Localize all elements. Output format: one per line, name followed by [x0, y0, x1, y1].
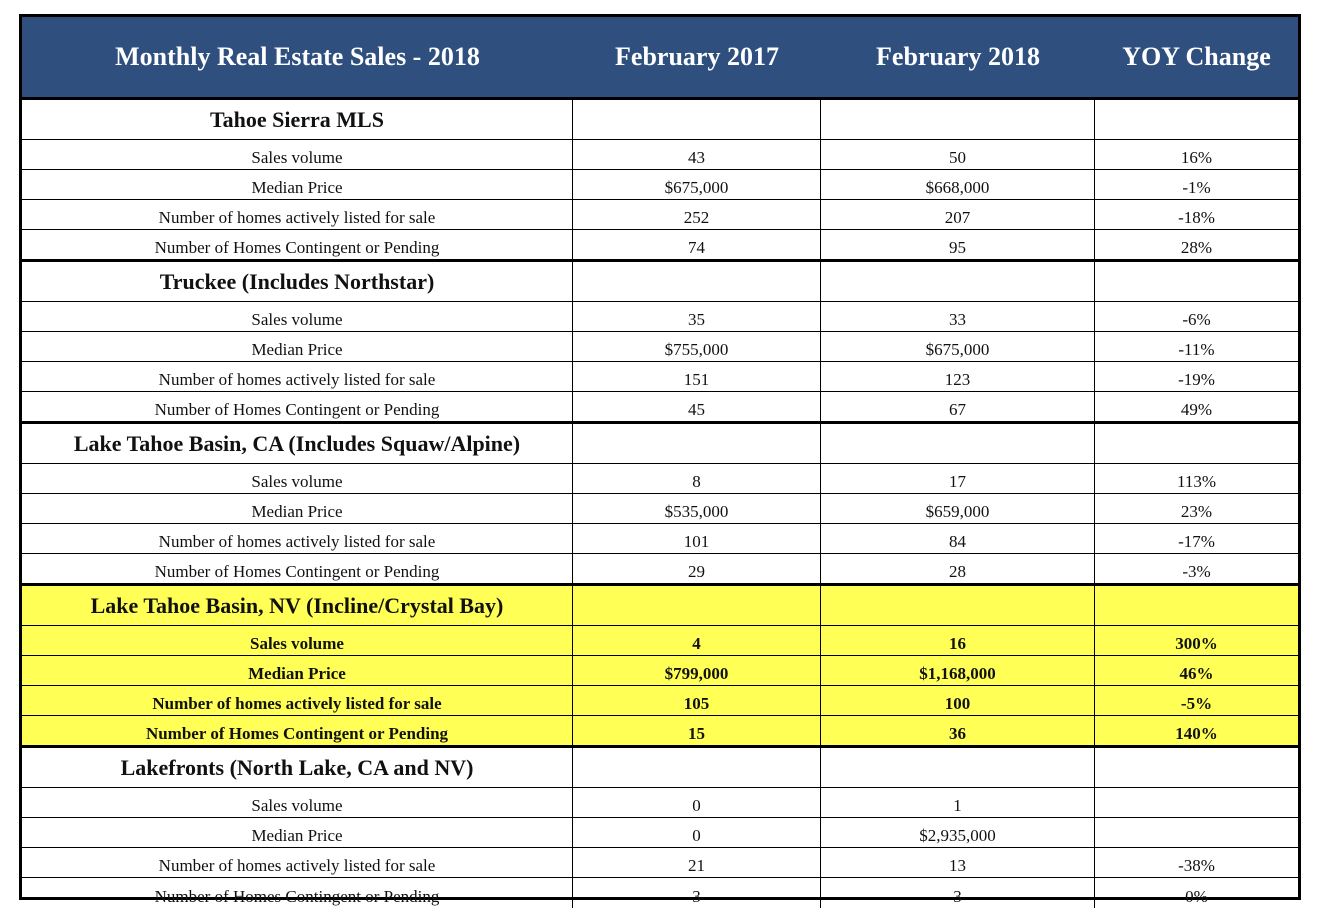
- value-feb-2018: $2,935,000: [821, 818, 1095, 847]
- row-label: Number of homes actively listed for sale: [22, 848, 573, 877]
- value-feb-2018: 3: [821, 878, 1095, 908]
- value-feb-2017: $535,000: [573, 494, 821, 523]
- value-yoy-change: -11%: [1178, 340, 1215, 359]
- value-feb-2017: 35: [573, 302, 821, 331]
- row-label: Number of Homes Contingent or Pending: [22, 230, 573, 259]
- value-feb-2018: 36: [821, 716, 1095, 745]
- table-row: [22, 392, 1298, 424]
- table-row: [22, 626, 1298, 656]
- value-feb-2017: 43: [573, 140, 821, 169]
- table-cell: [573, 424, 821, 463]
- value-feb-2017: 101: [573, 524, 821, 553]
- header-feb-2018: February 2018: [876, 42, 1040, 71]
- row-label: Sales volume: [22, 788, 573, 817]
- value-yoy-change: -18%: [1178, 208, 1215, 227]
- value-yoy-change: 140%: [1175, 724, 1218, 743]
- value-yoy-change: -1%: [1182, 178, 1211, 197]
- value-feb-2017: 105: [573, 686, 821, 715]
- table-cell: [573, 262, 821, 301]
- value-feb-2018: 16: [821, 626, 1095, 655]
- value-feb-2017: 3: [573, 878, 821, 908]
- value-feb-2017: 0: [573, 818, 821, 847]
- value-yoy-change: 49%: [1180, 400, 1213, 419]
- row-label: Median Price: [22, 656, 573, 685]
- section-title: Lakefronts (North Lake, CA and NV): [22, 748, 573, 787]
- value-feb-2017: 4: [573, 626, 821, 655]
- table-row: [22, 302, 1298, 332]
- table-row: [22, 878, 1298, 908]
- value-yoy-change: -17%: [1178, 532, 1215, 551]
- value-feb-2018: 13: [821, 848, 1095, 877]
- section-row: [22, 586, 1298, 626]
- value-feb-2018: $659,000: [821, 494, 1095, 523]
- section-title: Lake Tahoe Basin, NV (Incline/Crystal Bay): [22, 586, 573, 625]
- section-title: Lake Tahoe Basin, CA (Includes Squaw/Alpine): [22, 424, 573, 463]
- table-row: [22, 362, 1298, 392]
- table-row: [22, 788, 1298, 818]
- table-row: [22, 332, 1298, 362]
- value-feb-2018: 207: [821, 200, 1095, 229]
- table-row: [22, 524, 1298, 554]
- value-yoy-change: 300%: [1175, 634, 1218, 653]
- value-feb-2018: 28: [821, 554, 1095, 583]
- value-yoy-change: 16%: [1180, 148, 1213, 167]
- value-yoy-change: [1095, 788, 1298, 817]
- table-cell: [821, 262, 1095, 301]
- header-title: Monthly Real Estate Sales - 2018: [115, 42, 480, 71]
- value-feb-2018: 1: [821, 788, 1095, 817]
- value-yoy-change: -19%: [1178, 370, 1215, 389]
- row-label: Number of Homes Contingent or Pending: [22, 716, 573, 745]
- value-feb-2018: 50: [821, 140, 1095, 169]
- row-label: Number of homes actively listed for sale: [22, 200, 573, 229]
- row-label: Sales volume: [22, 302, 573, 331]
- section-row: [22, 748, 1298, 788]
- value-yoy-change: -5%: [1180, 694, 1213, 713]
- table-cell: [821, 586, 1095, 625]
- value-feb-2018: $1,168,000: [821, 656, 1095, 685]
- value-yoy-change: 46%: [1179, 664, 1214, 683]
- row-label: Number of homes actively listed for sale: [22, 686, 573, 715]
- value-feb-2018: 17: [821, 464, 1095, 493]
- section-row: [22, 262, 1298, 302]
- row-label: Number of Homes Contingent or Pending: [22, 554, 573, 583]
- table-cell: [821, 424, 1095, 463]
- value-feb-2017: 45: [573, 392, 821, 421]
- value-yoy-change: 28%: [1180, 238, 1213, 257]
- table-row: [22, 170, 1298, 200]
- value-yoy-change: 23%: [1180, 502, 1213, 521]
- value-feb-2018: 123: [821, 362, 1095, 391]
- header-feb-2017: February 2017: [615, 42, 779, 71]
- table-row: [22, 686, 1298, 716]
- value-feb-2017: 29: [573, 554, 821, 583]
- value-yoy-change: -38%: [1178, 856, 1215, 875]
- header-yoy-change: YOY Change: [1122, 42, 1271, 71]
- table-row: [22, 716, 1298, 748]
- table-cell: [821, 748, 1095, 787]
- table-cell: [1095, 262, 1298, 301]
- table-header: [22, 17, 1298, 100]
- value-feb-2018: 84: [821, 524, 1095, 553]
- value-feb-2017: 151: [573, 362, 821, 391]
- value-feb-2018: $675,000: [821, 332, 1095, 361]
- value-feb-2018: 95: [821, 230, 1095, 259]
- value-yoy-change: -3%: [1182, 562, 1211, 581]
- value-feb-2017: 74: [573, 230, 821, 259]
- value-feb-2018: $668,000: [821, 170, 1095, 199]
- table-row: [22, 140, 1298, 170]
- value-yoy-change: 113%: [1176, 472, 1217, 491]
- value-feb-2018: 67: [821, 392, 1095, 421]
- table-cell: [1095, 424, 1298, 463]
- table-cell: [1095, 100, 1298, 139]
- table-row: [22, 656, 1298, 686]
- row-label: Sales volume: [22, 626, 573, 655]
- table-row: [22, 848, 1298, 878]
- table-row: [22, 200, 1298, 230]
- value-yoy-change: -6%: [1182, 310, 1211, 329]
- value-feb-2017: $755,000: [573, 332, 821, 361]
- section-row: [22, 100, 1298, 140]
- section-row: [22, 424, 1298, 464]
- table-cell: [573, 586, 821, 625]
- row-label: Number of Homes Contingent or Pending: [22, 878, 573, 908]
- value-feb-2018: 33: [821, 302, 1095, 331]
- row-label: Number of homes actively listed for sale: [22, 524, 573, 553]
- row-label: Sales volume: [22, 140, 573, 169]
- table-cell: [1095, 586, 1298, 625]
- row-label: Median Price: [22, 818, 573, 847]
- row-label: Median Price: [22, 494, 573, 523]
- section-title: Truckee (Includes Northstar): [22, 262, 573, 301]
- table-row: [22, 554, 1298, 586]
- row-label: Number of homes actively listed for sale: [22, 362, 573, 391]
- value-feb-2017: $799,000: [573, 656, 821, 685]
- value-feb-2017: 0: [573, 788, 821, 817]
- row-label: Number of Homes Contingent or Pending: [22, 392, 573, 421]
- table-row: [22, 464, 1298, 494]
- value-yoy-change: 0%: [1185, 887, 1208, 906]
- row-label: Median Price: [22, 332, 573, 361]
- value-feb-2017: $675,000: [573, 170, 821, 199]
- table-cell: [573, 748, 821, 787]
- row-label: Sales volume: [22, 464, 573, 493]
- value-feb-2018: 100: [821, 686, 1095, 715]
- value-feb-2017: 8: [573, 464, 821, 493]
- table-cell: [1095, 748, 1298, 787]
- table-row: [22, 818, 1298, 848]
- table-row: [22, 230, 1298, 262]
- value-yoy-change: [1095, 818, 1298, 847]
- value-feb-2017: 252: [573, 200, 821, 229]
- sales-table: [19, 14, 1301, 906]
- value-feb-2017: 21: [573, 848, 821, 877]
- section-title: Tahoe Sierra MLS: [22, 100, 573, 139]
- row-label: Median Price: [22, 170, 573, 199]
- table-row: [22, 494, 1298, 524]
- value-feb-2017: 15: [573, 716, 821, 745]
- table-cell: [821, 100, 1095, 139]
- table-cell: [573, 100, 821, 139]
